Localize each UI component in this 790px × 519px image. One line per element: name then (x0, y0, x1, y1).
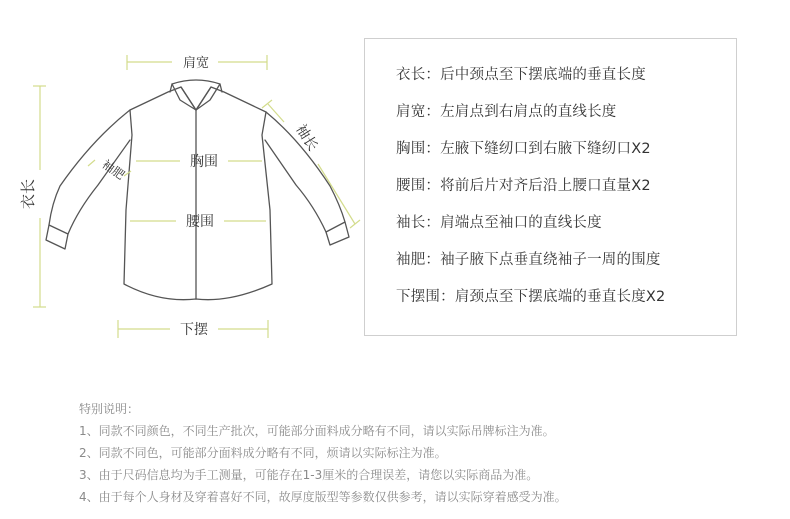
label-sleeve-width: 袖肥 (99, 157, 128, 183)
notes-title: 特别说明： (79, 402, 140, 416)
definition-hem: 下摆围：肩颈点至下摆底端的垂直长度X2 (396, 289, 666, 305)
definition-chest: 胸围：左腋下缝纫口到右腋下缝纫口X2 (396, 141, 651, 157)
label-body-length: 衣长 (19, 178, 37, 210)
label-chest: 胸围 (190, 154, 218, 170)
definition-term: 胸围 (396, 141, 426, 157)
note-item: 3、由于尺码信息均为手工测量，可能存在1-3厘米的合理误差，请您以实际商品为准。 (79, 468, 539, 482)
label-shoulder-width: 肩宽 (182, 56, 210, 71)
definition-waist: 腰围：将前后片对齐后沿上腰口直量X2 (396, 178, 651, 194)
definition-term: 衣长 (396, 67, 426, 83)
definition-desc: 袖子腋下点垂直绕袖子一周的围度 (440, 252, 661, 268)
definition-term: 腰围 (396, 178, 426, 194)
definitions-panel (364, 38, 737, 336)
definition-term: 袖长 (396, 215, 426, 231)
definition-sleeve-length: 袖长：肩端点至袖口的直线长度 (396, 215, 602, 231)
note-item: 2、同款不同色，可能部分面料成分略有不同，烦请以实际标注为准。 (79, 446, 447, 460)
label-hem: 下摆 (180, 322, 208, 338)
definition-desc: 将前后片对齐后沿上腰口直量X2 (440, 178, 651, 194)
definition-desc: 左腋下缝纫口到右腋下缝纫口X2 (440, 141, 651, 157)
note-item: 1、同款不同颜色，不同生产批次，可能部分面料成分略有不同，请以实际吊牌标注为准。 (79, 424, 555, 438)
definition-term: 肩宽 (396, 104, 426, 120)
note-item: 4、由于每个人身材及穿着喜好不同，故厚度版型等参数仅供参考，请以实际穿着感受为准。 (79, 490, 567, 504)
definition-sleeve-width: 袖肥：袖子腋下点垂直绕袖子一周的围度 (396, 252, 661, 268)
definition-desc: 后中颈点至下摆底端的垂直长度 (440, 67, 646, 83)
definition-term: 袖肥 (396, 252, 426, 268)
shirt-outline (46, 80, 349, 300)
definition-desc: 左肩点到右肩点的直线长度 (440, 104, 617, 120)
definition-desc: 肩颈点至下摆底端的垂直长度X2 (454, 289, 666, 305)
label-sleeve-length: 袖长 (292, 121, 321, 154)
definition-body-length: 衣长：后中颈点至下摆底端的垂直长度 (396, 67, 646, 83)
definition-shoulder-width: 肩宽：左肩点到右肩点的直线长度 (396, 104, 617, 120)
definition-desc: 肩端点至袖口的直线长度 (440, 215, 602, 231)
label-waist: 腰围 (186, 214, 214, 230)
definition-term: 下摆围 (396, 289, 441, 305)
